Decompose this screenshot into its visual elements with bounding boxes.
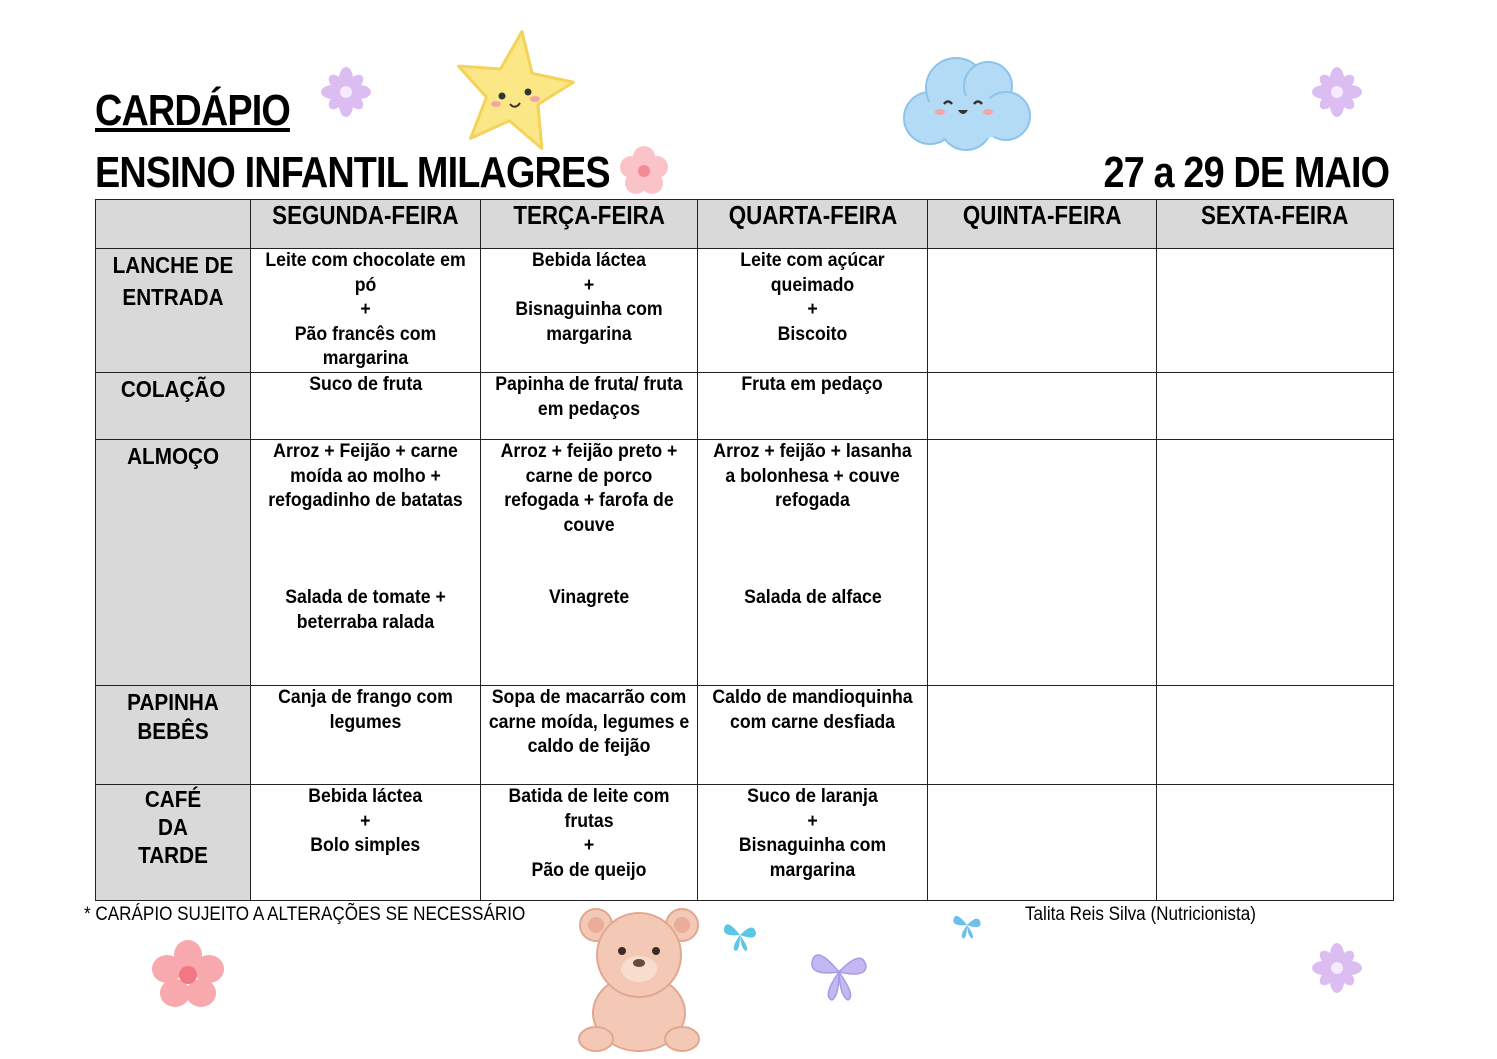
date-range: 27 a 29 DE MAIO [1103, 148, 1389, 197]
cloud-icon [896, 48, 1034, 152]
menu-cell: Canja de frango com legumes [251, 686, 481, 785]
menu-cell [1157, 373, 1394, 440]
menu-cell [928, 249, 1157, 373]
butterfly-icon [806, 940, 872, 1004]
table-row [96, 249, 1394, 373]
star-icon [452, 26, 577, 151]
menu-cell [1157, 440, 1394, 686]
day-header: TERÇA-FEIRA [481, 200, 698, 249]
menu-cell [928, 785, 1157, 901]
menu-cell [928, 373, 1157, 440]
table-row [96, 440, 1394, 686]
menu-cell [1157, 785, 1394, 901]
menu-cell: Suco de fruta [251, 373, 481, 440]
salad-text: Salada de tomate + beterraba ralada [285, 587, 446, 633]
meal-label: PAPINHA BEBÊS [96, 686, 251, 785]
day-header: QUARTA-FEIRA [698, 200, 928, 249]
menu-cell: Bebida láctea + Bisnaguinha com margarina [481, 249, 698, 373]
salad-text: Vinagrete [548, 587, 630, 608]
header-row [96, 200, 1394, 249]
menu-cell: Bebida láctea + Bolo simples [251, 785, 481, 901]
day-header: SEGUNDA-FEIRA [251, 200, 481, 249]
menu-cell: Papinha de fruta/ fruta em pedaços [481, 373, 698, 440]
teddy-bear-icon [574, 903, 704, 1053]
menu-cell: Fruta em pedaço [698, 373, 928, 440]
table-row [96, 785, 1394, 901]
menu-cell [1157, 249, 1394, 373]
menu-cell: Arroz + Feijão + carne moída ao molho + refogadinho de batatas Salada de tomate + beterraba ralada [251, 440, 481, 686]
menu-cell: Arroz + feijão + lasanha a bolonhesa + couve refogada Salada de alface [698, 440, 928, 686]
flower-icon [615, 142, 673, 200]
school-name: ENSINO INFANTIL MILAGRES [95, 148, 610, 197]
menu-cell: Leite com chocolate em pó + Pão francês com margarina [251, 249, 481, 373]
menu-cell [1157, 686, 1394, 785]
menu-cell [928, 686, 1157, 785]
meal-label: ALMOÇO [96, 440, 251, 686]
day-header: QUINTA-FEIRA [928, 200, 1157, 249]
table-row [96, 686, 1394, 785]
menu-cell [928, 440, 1157, 686]
menu-cell: Arroz + feijão preto + carne de porco refogada + farofa de couve Vinagrete [481, 440, 698, 686]
menu-cell: Leite com açúcar queimado + Biscoito [698, 249, 928, 373]
disclaimer-note: * CARÁPIO SUJEITO A ALTERAÇÕES SE NECESSÁRIO [84, 904, 526, 925]
menu-cell: Caldo de mandioquinha com carne desfiada [698, 686, 928, 785]
flower-icon [1311, 942, 1363, 994]
corner-cell [96, 200, 251, 249]
butterfly-icon [720, 915, 760, 955]
flower-icon [1311, 66, 1363, 118]
menu-table [95, 199, 1394, 901]
table-row [96, 373, 1394, 440]
menu-cell: Sopa de macarrão com carne moída, legumes e caldo de feijão [481, 686, 698, 785]
meal-label: COLAÇÃO [96, 373, 251, 440]
menu-cell: Suco de laranja + Bisnaguinha com margarina [698, 785, 928, 901]
page-title: CARDÁPIO [95, 86, 290, 135]
meal-label: LANCHE DE ENTRADA [96, 249, 251, 373]
flower-icon [320, 66, 372, 118]
menu-cell: Batida de leite com frutas + Pão de queijo [481, 785, 698, 901]
butterfly-icon [950, 908, 984, 942]
salad-text: Salada de alface [743, 587, 882, 608]
nutritionist-signature: Talita Reis Silva (Nutricionista) [1025, 904, 1256, 925]
meal-label: CAFÉ DA TARDE [96, 785, 251, 901]
day-header: SEXTA-FEIRA [1157, 200, 1394, 249]
flower-icon [146, 940, 230, 1010]
